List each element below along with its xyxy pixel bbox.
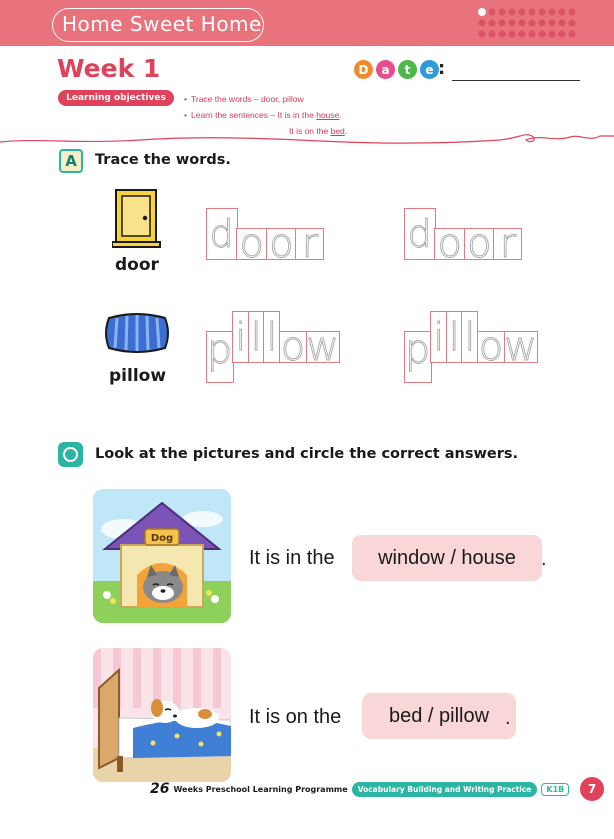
footer-level-tag: K1B [541,783,569,796]
trace-letter-box: o [434,228,465,260]
date-label [354,60,439,79]
trace-letter-box: l [263,311,280,363]
trace-pillow-1[interactable] [207,311,340,383]
date-letter: a [376,60,395,79]
week-title: Week 1 [57,54,161,83]
trace-letter-box: l [446,311,463,363]
sentence-2-prefix: It is on the [249,706,342,728]
header-title: Home Sweet Home [62,12,262,36]
trace-letter-box: p [404,331,432,383]
objective-line-1: • Trace the words – door, pillow [184,94,304,104]
trace-letter-box: o [478,324,504,370]
date-letter: t [398,60,417,79]
answer-choice-2[interactable]: bed / pillow [362,693,516,739]
footer-number: 26 [150,781,170,797]
trace-letter-box: l [248,311,265,363]
pillow-icon [103,312,171,354]
bullet-icon: • [184,94,187,104]
section-b-title: Look at the pictures and circle the correct answers. [95,446,518,462]
footer [150,781,569,797]
date-field[interactable] [452,80,580,81]
trace-letter-box: p [206,331,234,383]
dots-decoration-icon [472,6,582,42]
trace-letter-box: i [430,311,447,363]
date-letter: e [420,60,439,79]
trace-letter-box: r [493,228,522,260]
sentence-1-period: . [541,548,547,570]
objective-line-2: • Learn the sentences – It is in the house. [184,110,342,120]
trace-letter-box: d [404,208,436,260]
answer-choice-1[interactable]: window / house [352,535,542,581]
word-label-pillow: pillow [109,366,167,386]
trace-letter-box: w [306,324,340,370]
bullet-icon: • [184,110,187,120]
section-a-title: Trace the words. [95,152,231,168]
learning-objectives-badge: Learning objectives [58,90,174,106]
wavy-divider [0,128,614,150]
footer-text: Weeks Preschool Learning Programme [173,784,348,794]
trace-letter-box: r [295,228,324,260]
trace-letter-box: o [236,228,267,260]
trace-letter-box: i [232,311,249,363]
trace-letter-box: o [464,228,495,260]
trace-letter-box: o [266,228,297,260]
door-icon [112,188,162,248]
doghouse-sign: Dog [150,533,174,544]
trace-pillow-2[interactable] [405,311,538,383]
date-letter: D [354,60,373,79]
sentence-2-period: . [505,707,511,729]
footer-subject-pill: Vocabulary Building and Writing Practice [352,782,538,797]
section-a-icon: A [59,149,83,173]
bed-picture [93,648,231,782]
doghouse-picture [93,489,231,623]
date-colon: : [438,58,446,79]
section-b-icon [58,442,83,467]
word-label-door: door [115,255,159,275]
trace-letter-box: d [206,208,238,260]
sentence-1-prefix: It is in the [249,547,335,569]
trace-letter-box: w [504,324,538,370]
page-number: 7 [580,777,604,801]
trace-door-1[interactable] [207,208,324,267]
objective-line-3: It is on the bed. [289,126,348,136]
trace-letter-box: o [280,324,306,370]
trace-door-2[interactable] [405,208,522,267]
trace-letter-box: l [461,311,478,363]
